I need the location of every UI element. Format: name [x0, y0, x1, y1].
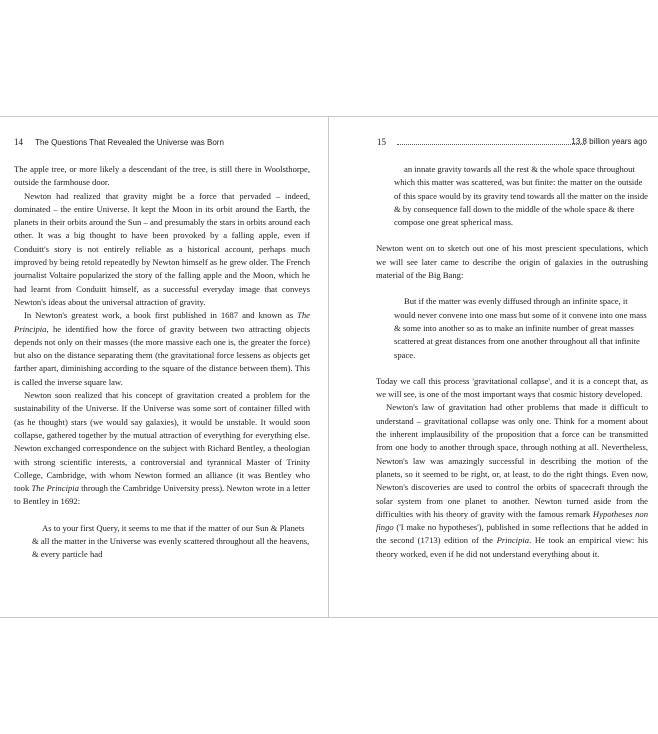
paragraph-3-text-a: In Newton's greatest work, a book first published in 1687 and known as	[24, 310, 298, 321]
paragraph-7-text-a: Newton's law of gravitation had other problems that made it difficult to understand – gravitational collapse was only one. Think for a moment about the inherent implausibility of the proposition that a force can be transmitted from one body to another through space, through nothing at all. Nevertheless, Newton's law was amazingly successful in describing the motion of the planets, so it seemed to be right, or, at least, to do the right things. Even now, Newton's discoveries are used to control the orbits of spacecraft through the solar system from one planet to another. Newton turned aside from the difficulties with his theory of gravity with the famous remark	[376, 402, 648, 519]
book-title-principia-2: The Principia	[31, 483, 79, 494]
body-text-left	[14, 163, 310, 562]
running-head-title-left: The Questions That Revealed the Universe was Born	[35, 138, 224, 147]
body-text-right	[376, 163, 648, 561]
paragraph-4-text-a: Newton soon realized that his concept of gravitation created a problem for the sustainability of the Universe. If the Universe was some sort of container filled with (as he thought) stars (we would say galaxies), it would be unstable. It would soon collapse, gathered together by the mutual attraction of everything for everything else. Newton exchanged correspondence on the subject with Richard Bentley, a theologian with strong scientific interests, a controversial and tyrannical Master of Trinity College, Cambridge, with whom Newton formed an alliance (it was Bentley who took	[14, 390, 310, 494]
paragraph-4	[14, 389, 310, 509]
paragraph-4-text-c: through the Cambridge University press). Newton wrote in a letter to Bentley in 1692:	[14, 483, 310, 507]
paragraph-7-text-e: . He took an empirical view: his theory worked, even if he did not understand everything about it.	[376, 535, 648, 559]
paragraph-3-text-c: , he identified how the force of gravity between two attracting objects depends not only on their masses (the more massive each one is, the greater the force) but also on the distance separating them (the gravitational force lessens as objects get farther apart, diminishing according to the square of the distance between them). This is called the inverse square law.	[14, 323, 310, 387]
paragraph-6: Today we call this process 'gravitational collapse', and it is a concept that, as we will see, is one of the most important ways that cosmic history developed.	[376, 375, 648, 400]
paragraph-3	[14, 309, 310, 389]
book-title-principia-3: Principia	[496, 535, 530, 546]
latin-phrase: Hypotheses non fingo	[376, 508, 648, 533]
running-head-left	[14, 137, 224, 148]
book-spread	[0, 116, 658, 618]
paragraph-7-text-c: ('I make no hypotheses'), published in some reflections that he added in the second (1713) edition of the	[376, 522, 648, 546]
page-number-left: 14	[14, 137, 23, 147]
right-page	[329, 117, 658, 617]
paragraph-1: The apple tree, or more likely a descendant of the tree, is still there in Woolsthorpe, outside the farmhouse door.	[14, 164, 310, 188]
left-page	[0, 117, 328, 617]
page-number-right: 15	[377, 137, 386, 147]
running-head-right	[377, 137, 647, 148]
dotted-leader	[397, 144, 585, 145]
paragraph-2: Newton had realized that gravity might be a force that pervaded – indeed, dominated – the entire Universe. It kept the Moon in its orbit around the Earth, the planets in their orbits around the Sun – and presumably the stars in orbits around each other. It was a big thought to have been provoked by a falling apple, even if Conduitt's story is not entirely reliable as a historical account, perhaps much improved by being retold repeatedly by Newton himself as he grew older. The French journalist Voltaire popularized the story of the falling apple and the Moon, which he had learnt from Conduitt himself, as a successful everyday image that conveys Newton's ideas about the universal attraction of gravity.	[14, 190, 310, 307]
book-title-principia: The Principia	[14, 310, 310, 334]
block-quote-left: As to your first Query, it seems to me that if the matter of our Sun & Planets & all the matter in the Universe was evenly scattered throughout all the heavens, & every particle had	[32, 522, 310, 560]
block-quote-2: But if the matter was evenly diffused through an infinite space, it would never convene into one mass but some of it convene into one mass & some into another so as to make an infinite number of great masses scattered at great distances from one another throughout all that infinite space.	[394, 296, 647, 360]
block-quote-continued: an innate gravity towards all the rest & the whole space throughout which this matter was scattered, was but finite: the matter on the outside of this space would by its gravity tend towards all the matter on the inside & by consequence fall down to the middle of the whole space & there compose one great spherical mass.	[394, 164, 648, 228]
running-head-title-right: 13.8 billion years ago	[571, 137, 647, 146]
paragraph-5: Newton went on to sketch out one of his most prescient speculations, which we will see later came to describe the origin of galaxies in the outrushing material of the Big Bang:	[376, 243, 648, 281]
paragraph-7	[376, 401, 648, 561]
